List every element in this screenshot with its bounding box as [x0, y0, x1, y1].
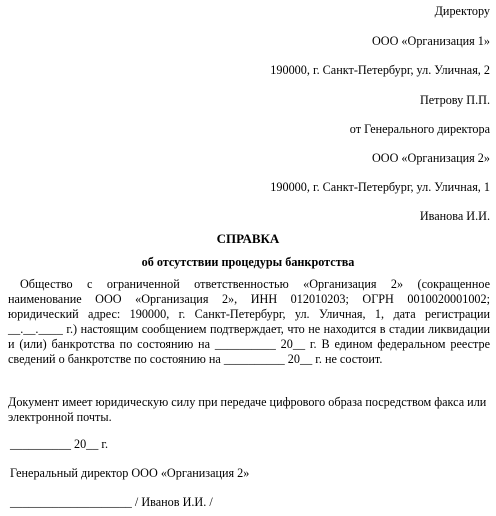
header-recipient-position: Директору [434, 4, 490, 18]
header-sender-name: Иванова И.И. [419, 209, 490, 223]
signature-line: ____________________ / Иванов И.И. / [10, 495, 213, 509]
header-recipient-org: ООО «Организация 1» [371, 34, 490, 48]
header-sender-address: 190000, г. Санкт-Петербург, ул. Уличная, 1 [270, 180, 490, 194]
validity-note: Документ имеет юридическую силу при передаче цифрового образа посредством факса или электронной почты. [8, 395, 487, 424]
header-sender-position: от Генерального директора [349, 122, 490, 136]
date-line: __________ 20__ г. [10, 437, 109, 451]
header-recipient-address: 190000, г. Санкт-Петербург, ул. Уличная, 2 [270, 63, 490, 77]
document-subtitle: об отсутствии процедуры банкротства [141, 255, 355, 269]
header-recipient-name: Петрову П.П. [419, 93, 490, 107]
body-paragraph: Общество с ограниченной ответственностью «Организация 2» (сокращенное наименование ООО «Организация 2», ИНН 012010203; ОГРН 0010020001002; юридический адрес: 190000, г. Санкт-Петербург, ул. Уличная, 1, дата регистрации __.__.____ г.) настоящим сообщением подтверждает, что не находится в стадии ликвидации и (или) банкротства по состоянию на __________ 20__ г. В едином федеральном реестре сведений о банкротстве по состоянию на __________ 20__ г. не состоит. [8, 277, 490, 366]
signer-title: Генеральный директор ООО «Организация 2» [10, 466, 250, 480]
document-title: СПРАВКА [216, 231, 280, 246]
header-sender-org: ООО «Организация 2» [371, 151, 490, 165]
